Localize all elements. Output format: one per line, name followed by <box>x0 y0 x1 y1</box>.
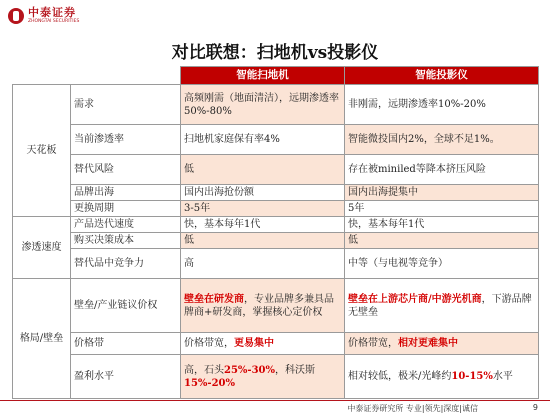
cell-robot-vacuum: 高频刚需（地面清洁），远期渗透率50%-80% <box>181 85 345 125</box>
row-label: 壁垒/产业链议价权 <box>71 279 181 333</box>
logo-icon <box>8 8 24 24</box>
row-label: 价格带 <box>71 333 181 355</box>
row-label: 替代风险 <box>71 155 181 185</box>
highlight-text: 更易集中 <box>234 338 274 349</box>
table-row <box>13 201 539 217</box>
cell-robot-vacuum: 国内出海抢份额 <box>181 185 345 201</box>
cell-projector: 5年 <box>345 201 539 217</box>
col-header-robot-vacuum: 智能扫地机 <box>181 67 345 85</box>
cell-projector: 相对较低，极米/光峰约10-15%水平 <box>345 355 539 399</box>
logo-cn: 中泰证券 <box>28 6 76 19</box>
cell-robot-vacuum: 低 <box>181 233 345 249</box>
table-row <box>13 85 539 125</box>
table-row <box>13 249 539 279</box>
cell-robot-vacuum: 低 <box>181 155 345 185</box>
row-label: 产品迭代速度 <box>71 217 181 233</box>
table-row <box>13 217 539 233</box>
cell-robot-vacuum: 价格带宽，更易集中 <box>181 333 345 355</box>
cell-projector: 快，基本每年1代 <box>345 217 539 233</box>
row-label: 更换周期 <box>71 201 181 217</box>
cell-robot-vacuum: 高 <box>181 249 345 279</box>
category-penetration-speed: 渗透速度 <box>13 217 71 279</box>
highlight-text: 相对更难集中 <box>398 338 458 349</box>
highlight-text: 25%-30% <box>224 364 275 376</box>
col-header-projector: 智能投影仪 <box>345 67 539 85</box>
highlight-text: 壁垒在研发商 <box>184 293 244 305</box>
footer <box>0 400 550 417</box>
cell-projector: 智能微投国内2%，全球不足1%。 <box>345 125 539 155</box>
comparison-table <box>12 66 539 399</box>
row-label: 品牌出海 <box>71 185 181 201</box>
table-row <box>13 125 539 155</box>
cell-projector: 中等（与电视等竞争） <box>345 249 539 279</box>
table-header-row <box>13 67 539 85</box>
cell-projector: 国内出海提集中 <box>345 185 539 201</box>
row-label: 当前渗透率 <box>71 125 181 155</box>
highlight-text: 壁垒在上游芯片商/中游光机商 <box>348 293 482 305</box>
logo-en: ZHONGTAI SECURITIES <box>28 19 80 24</box>
category-ceiling: 天花板 <box>13 85 71 217</box>
cell-robot-vacuum: 3-5年 <box>181 201 345 217</box>
cell-robot-vacuum: 扫地机家庭保有率4% <box>181 125 345 155</box>
row-label: 需求 <box>71 85 181 125</box>
row-label: 盈利水平 <box>71 355 181 399</box>
cell-projector: 价格带宽，相对更难集中 <box>345 333 539 355</box>
footer-text: 中泰证券研究所 专业|领先|深度|诚信 <box>347 404 478 413</box>
row-label: 替代品中竞争力 <box>71 249 181 279</box>
category-moat: 格局/壁垒 <box>13 279 71 399</box>
highlight-text: 10-15% <box>451 371 493 382</box>
cell-robot-vacuum: 快，基本每年1代 <box>181 217 345 233</box>
table-row <box>13 279 539 333</box>
row-label: 购买决策成本 <box>71 233 181 249</box>
cell-projector: 壁垒在上游芯片商/中游光机商，下游品牌无壁垒 <box>345 279 539 333</box>
logo <box>8 7 79 25</box>
page-number: 9 <box>532 403 538 412</box>
cell-projector: 非刚需，远期渗透率10%-20% <box>345 85 539 125</box>
table-row <box>13 355 539 399</box>
highlight-text: 15%-20% <box>184 377 235 389</box>
table-row <box>13 333 539 355</box>
page-title: 对比联想：扫地机vs投影仪 <box>171 43 379 63</box>
table-row <box>13 185 539 201</box>
cell-robot-vacuum: 高，石头25%-30%，科沃斯15%-20% <box>181 355 345 399</box>
cell-projector: 存在被miniled等降本挤压风险 <box>345 155 539 185</box>
table-row <box>13 155 539 185</box>
cell-robot-vacuum: 壁垒在研发商，专业品牌多兼具品牌商+研发商，掌握核心定价权 <box>181 279 345 333</box>
logo-text <box>28 7 79 25</box>
header <box>0 0 550 36</box>
table-row <box>13 233 539 249</box>
cell-projector: 低 <box>345 233 539 249</box>
